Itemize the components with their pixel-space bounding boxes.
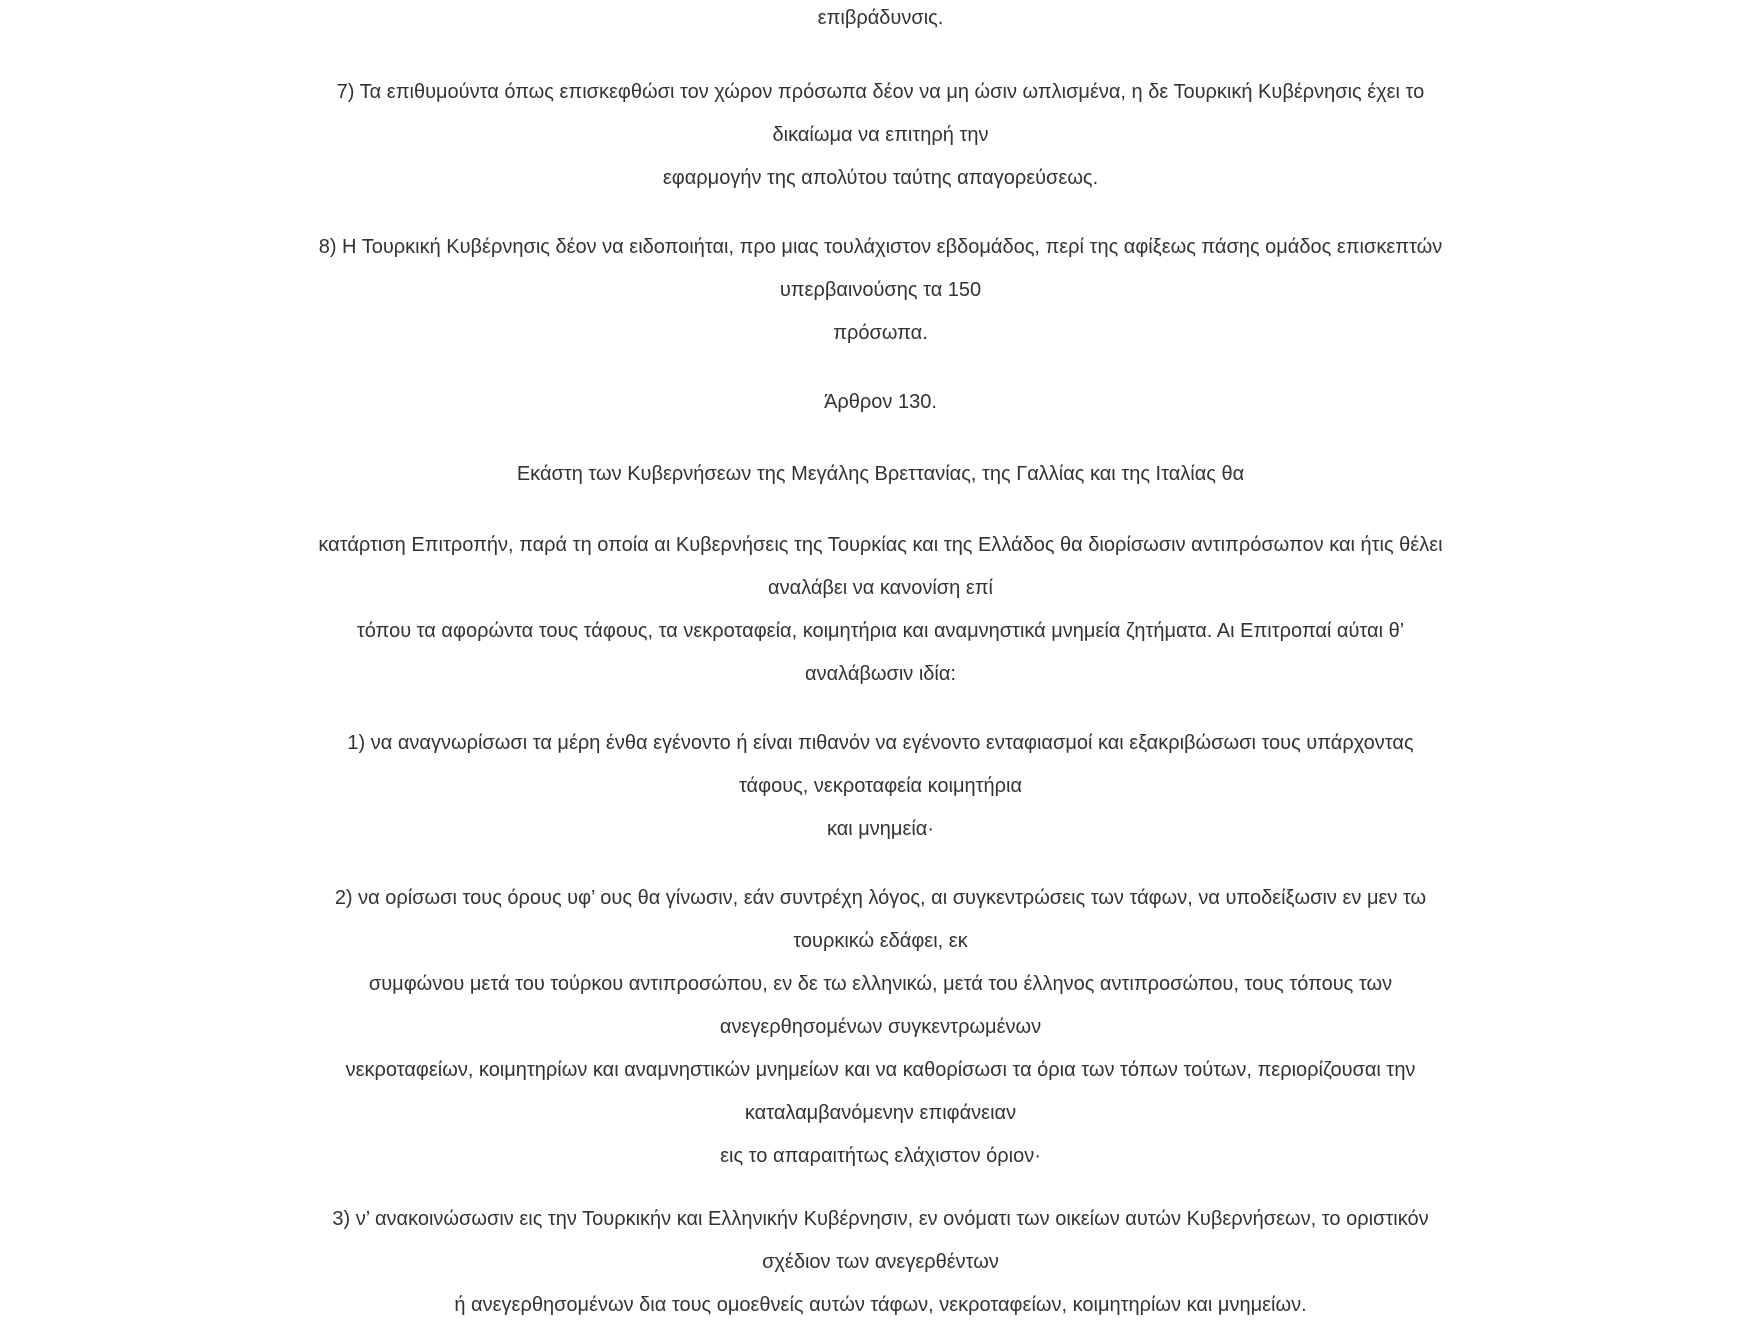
text-line: 2) να ορίσωσι τους όρους υφ’ ους θα γίνωσιν, εάν συντρέχη λόγος, αι συγκεντρώσεις των τάφων, να υποδείξωσιν εν μεν τω	[334, 887, 1427, 909]
paragraph-item-3	[0, 1198, 1761, 1327]
text-line: αναλάβει να κανονίση επί	[768, 577, 993, 599]
text-line: Άρθρον 130.	[824, 391, 937, 413]
paragraph-fragment	[0, 0, 1761, 40]
text-line: υπερβαινούσης τα 150	[779, 279, 982, 301]
text-line: και μνημεία·	[826, 818, 935, 840]
text-line: 7) Τα επιθυμούντα όπως επισκεφθώσι τον χώρον πρόσωπα δέον να μη ώσιν ωπλισμένα, η δε Τουρκική Κυβέρνησις έχει το	[336, 81, 1425, 103]
paragraph-item-1	[0, 722, 1761, 851]
text-line: συμφώνου μετά του τούρκου αντιπροσώπου, εν δε τω ελληνικώ, μετά του έλληνος αντιπροσώπου, τους τόπους των	[368, 973, 1393, 995]
text-line: τουρκικώ εδάφει, εκ	[793, 930, 968, 952]
text-line: 1) να αναγνωρίσωσι τα μέρη ένθα εγένοντο ή είναι πιθανόν να εγένοντο ενταφιασμοί και εξακριβώσωσι τους υπάρχοντας	[347, 732, 1414, 754]
text-line: αναλάβωσιν ιδία:	[805, 663, 956, 685]
text-line: ανεγερθησομένων συγκεντρωμένων	[719, 1016, 1042, 1038]
text-line: καταλαμβανόμενην επιφάνειαν	[744, 1102, 1017, 1124]
paragraph-item-7	[0, 71, 1761, 200]
text-line: εις το απαραιτήτως ελάχιστον όριον·	[720, 1145, 1041, 1167]
paragraph-intro	[0, 453, 1761, 496]
text-line: επιβράδυνσις.	[817, 7, 944, 29]
text-line: τάφους, νεκροταφεία κοιμητήρια	[738, 775, 1023, 797]
text-line: κατάρτιση Επιτροπήν, παρά τη οποία αι Κυβερνήσεις της Τουρκίας και της Ελλάδος θα διορίσωσιν αντιπρόσωπον και ήτις θέλει	[318, 534, 1443, 556]
text-line: δικαίωμα να επιτηρή την	[772, 124, 989, 146]
text-line: ή ανεγερθησομένων δια τους ομοεθνείς αυτών τάφων, νεκροταφείων, κοιμητηρίων και μνημείων.	[454, 1294, 1307, 1316]
text-line: εφαρμογήν της απολύτου ταύτης απαγορεύσεως.	[662, 167, 1099, 189]
text-line: πρόσωπα.	[833, 322, 928, 344]
text-line: 8) Η Τουρκική Κυβέρνησις δέον να ειδοποιήται, προ μιας τουλάχιστον εβδομάδος, περί της αφίξεως πάσης ομάδος επισκεπτών	[318, 236, 1443, 258]
paragraph-item-2	[0, 877, 1761, 1178]
text-line: σχέδιον των ανεγερθέντων	[762, 1251, 999, 1273]
text-line: τόπου τα αφορώντα τους τάφους, τα νεκροταφεία, κοιμητήρια και αναμνηστικά μνημεία ζητήματα. Αι Επιτροπαί αύται θ’	[356, 620, 1405, 642]
text-line: Εκάστη των Κυβερνήσεων της Μεγάλης Βρεττανίας, της Γαλλίας και της Ιταλίας θα	[516, 463, 1245, 485]
text-line: νεκροταφείων, κοιμητηρίων και αναμνηστικών μνημείων και να καθορίσωσι τα όρια των τόπων τούτων, περιορίζουσαι την	[345, 1059, 1416, 1081]
paragraph-item-8	[0, 226, 1761, 355]
article-heading	[0, 381, 1761, 424]
paragraph-commission	[0, 524, 1761, 696]
text-line: 3) ν’ ανακοινώσωσιν εις την Τουρκικήν και Ελληνικήν Κυβέρνησιν, εν ονόματι των οικείων αυτών Κυβερνήσεων, το οριστικόν	[332, 1208, 1429, 1230]
